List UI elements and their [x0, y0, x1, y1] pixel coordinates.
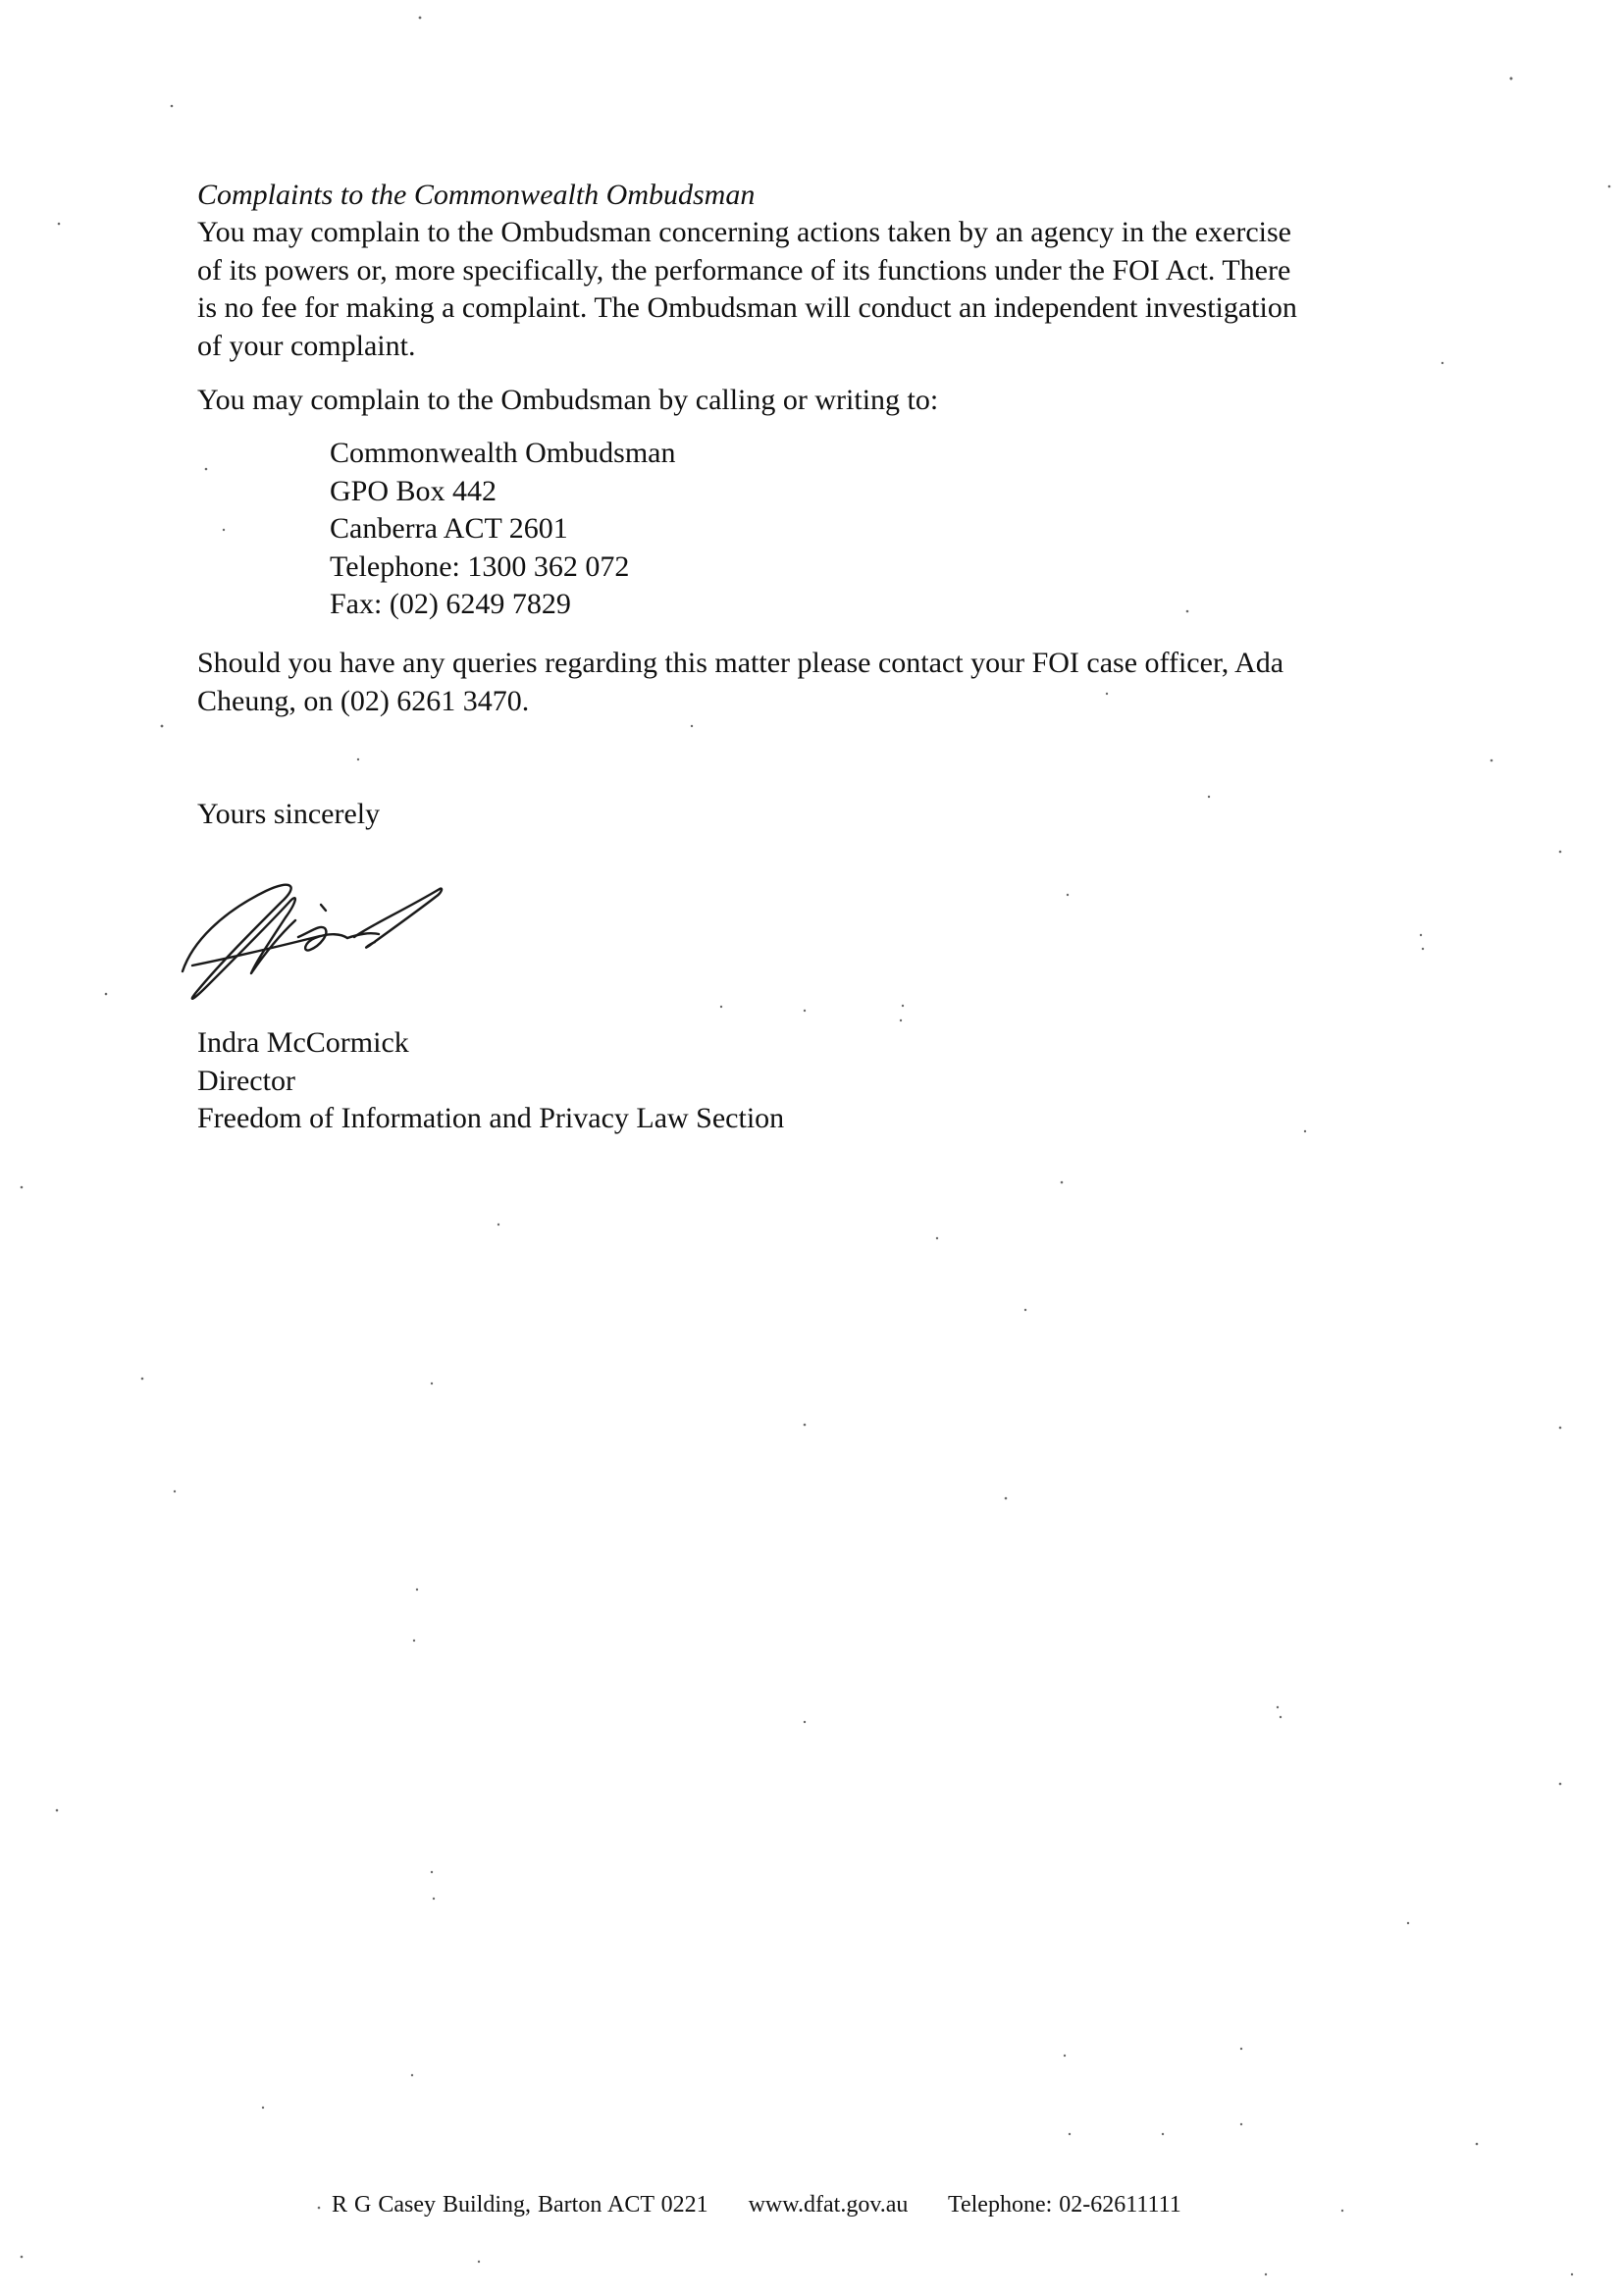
signatory-block [197, 1024, 784, 1138]
signatory-title: Director [197, 1064, 295, 1097]
address-line-3: Canberra ACT 2601 [330, 512, 568, 545]
page-footer [332, 2190, 1181, 2219]
paragraph-1-line-4: of your complaint. [197, 330, 416, 362]
footer-website: www.dfat.gov.au [748, 2192, 909, 2218]
signatory-section: Freedom of Information and Privacy Law Section [197, 1102, 785, 1134]
ombudsman-address [330, 435, 675, 624]
paragraph-1-line-3: is no fee for making a complaint. The Ombudsman will conduct an independent investigation [197, 291, 1297, 324]
complaints-heading: Complaints to the Commonwealth Ombudsman [197, 179, 756, 211]
paragraph-1-line-2: of its powers or, more specifically, the performance of its functions under the FOI Act. There [197, 254, 1291, 287]
footer-address: R G Casey Building, Barton ACT 0221 [332, 2192, 708, 2218]
footer-telephone: Telephone: 02-62611111 [948, 2192, 1181, 2218]
address-telephone: Telephone: 1300 362 072 [330, 549, 630, 583]
closing: Yours sincerely [197, 798, 381, 830]
address-line-1: Commonwealth Ombudsman [330, 437, 676, 469]
paragraph-1-line-1: You may complain to the Ombudsman concerning actions taken by an agency in the exercise [197, 216, 1291, 248]
address-line-2: GPO Box 442 [330, 474, 497, 507]
handwritten-signature [173, 863, 477, 1011]
paragraph-2: You may complain to the Ombudsman by calling or writing to: [197, 384, 939, 416]
signatory-name: Indra McCormick [197, 1026, 409, 1059]
paragraph-3-line-2: Cheung, on (02) 6261 3470. [197, 685, 530, 717]
address-fax: Fax: (02) 6249 7829 [330, 588, 571, 620]
paragraph-3-line-1: Should you have any queries regarding this matter please contact your FOI case officer, Ada [197, 647, 1284, 679]
